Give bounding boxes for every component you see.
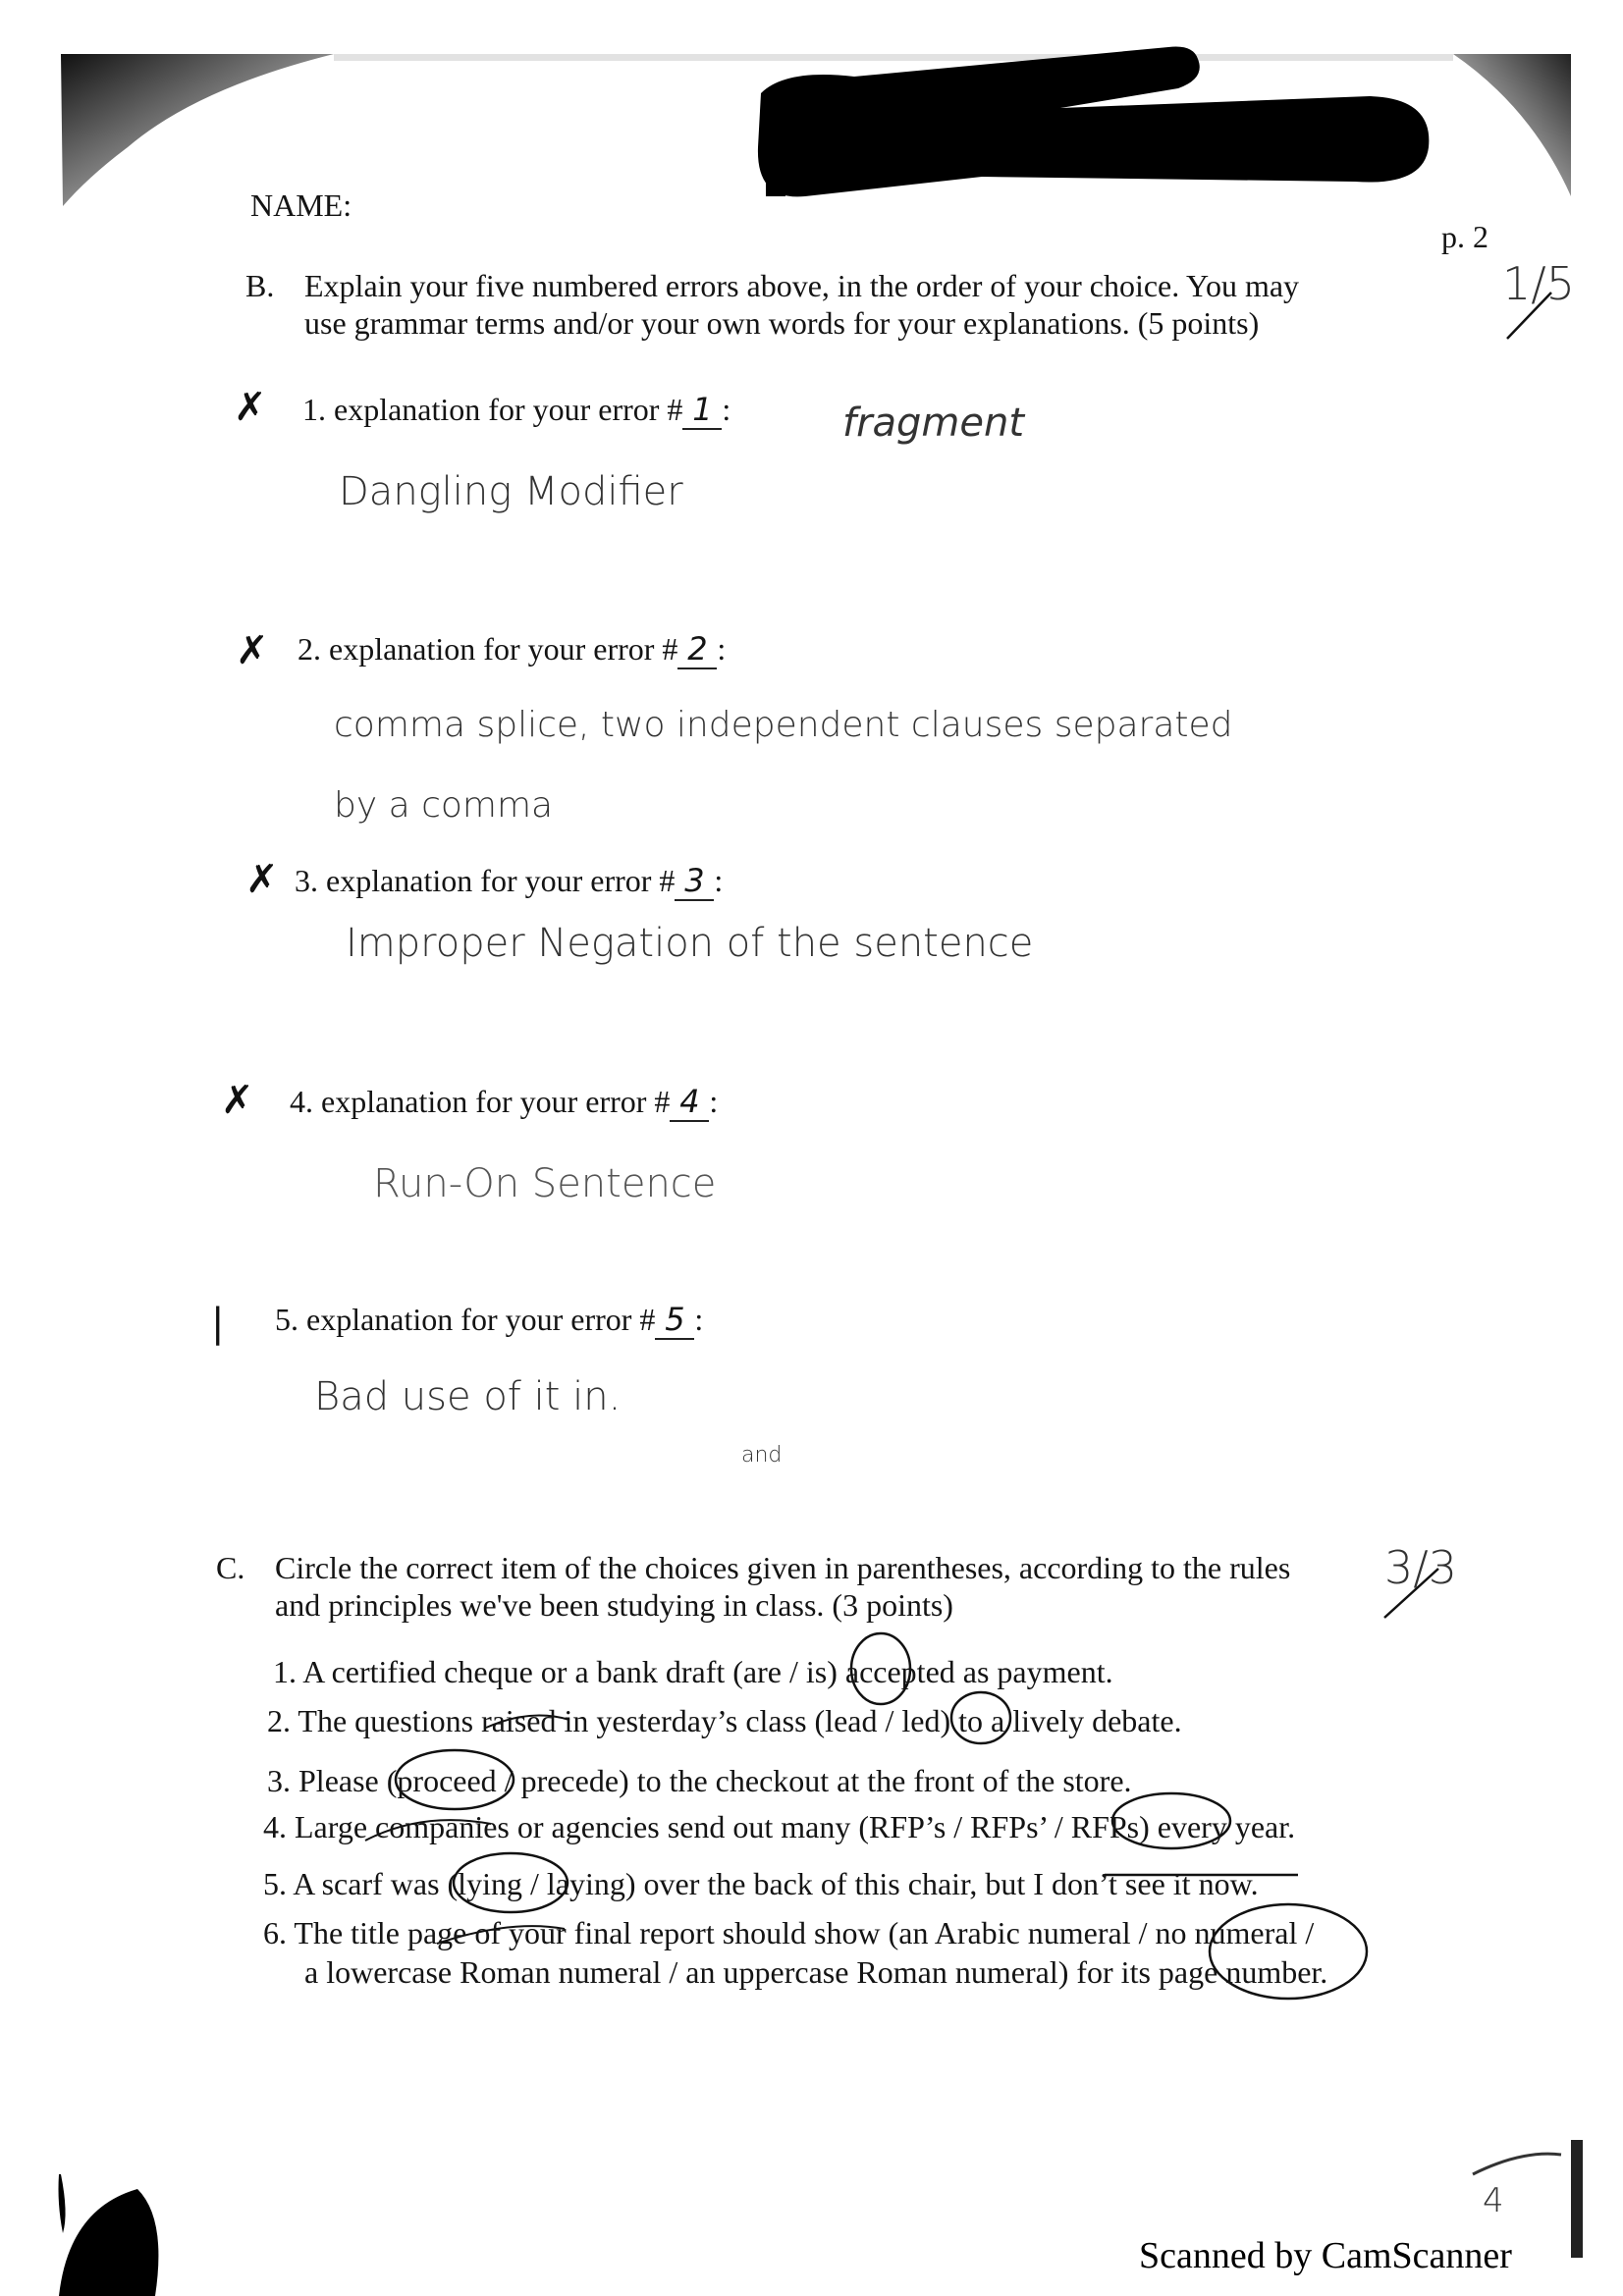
item-5-grade-mark: | [211,1301,225,1346]
item-1-label: 1. explanation for your error # 1 : [302,391,731,428]
scanner-watermark: Scanned by CamScanner [1139,2235,1512,2276]
item-2-grade-mark: ✗ [236,628,269,673]
c-item-6-line1: 6. The title page of your final report should show (an Arabic numeral / no numeral / [263,1915,1315,1950]
section-b-instructions-line1: Explain your five numbered errors above, in the order of your choice. You may [304,268,1300,303]
item-3-answer: Improper Negation of the sentence [346,921,1034,966]
item-2-error-number: 2 [677,630,717,669]
item-5-answer: Bad use of it in. [314,1374,622,1419]
page-number: p. 2 [1441,219,1488,254]
item-5-label: 5. explanation for your error # 5 : [275,1301,704,1338]
item-4-grade-mark: ✗ [221,1078,254,1123]
item-4-error-number: 4 [670,1083,709,1122]
section-b-instructions-line2: use grammar terms and/or your own words for your explanations. (5 points) [304,305,1260,341]
scan-shadow-left-edge [59,2174,66,2233]
corner-mark: 4 [1483,2181,1504,2220]
item-4-label: 4. explanation for your error # 4 : [290,1083,719,1120]
section-b-score: 1/5 [1502,257,1576,310]
item-2-answer-line2: by a comma [334,785,554,826]
section-c-instructions-line2: and principles we've been studying in class. (3 points) [275,1587,953,1623]
section-b-letter: B. [245,268,275,303]
c-item-4: 4. Large companies or agencies send out many (RFP’s / RFPs’ / RFPs) every year. [263,1809,1296,1844]
scan-shadow-top-right [1453,54,1571,196]
scan-shadow-bottom-right [1571,2140,1583,2258]
scan-shadow-top-mid [334,54,1453,61]
c-item-2: 2. The questions raised in yesterday’s class (lead / led) to a lively debate. [267,1703,1182,1738]
redaction-blot [758,47,1429,197]
item-5-error-number: 5 [655,1301,694,1340]
section-c-letter: C. [216,1550,245,1585]
corner-stroke [1473,2154,1561,2174]
scan-blot-bottom-left [59,2189,158,2296]
item-4-answer: Run-On Sentence [373,1161,717,1206]
item-3-grade-mark: ✗ [245,857,279,902]
item-1-grade-mark: ✗ [234,385,267,430]
c-item-5: 5. A scarf was (lying / laying) over the back of this chair, but I don’t see it now. [263,1866,1259,1901]
c-item-3: 3. Please (proceed / precede) to the checkout at the front of the store. [267,1763,1132,1798]
redaction-tail [766,157,785,196]
item-1-answer: Dangling Modifier [339,469,683,514]
c-item-1: 1. A certified cheque or a bank draft (are / is) accepted as payment. [273,1654,1113,1689]
item-1-margin-note: fragment [842,400,1025,446]
item-3-label: 3. explanation for your error # 3 : [295,862,724,899]
section-c-score: 3/3 [1384,1541,1458,1594]
scan-shadow-top-left [61,54,334,206]
item-5-note: and [741,1443,783,1468]
section-c-instructions-line1: Circle the correct item of the choices given in parentheses, according to the rules [275,1550,1291,1585]
name-label: NAME: [250,187,352,223]
item-1-error-number: 1 [682,391,722,430]
item-2-label: 2. explanation for your error # 2 : [298,630,727,667]
c-item-6-line2: a lowercase Roman numeral / an uppercase Roman numeral) for its page number. [304,1954,1328,1990]
item-2-answer-line1: comma splice, two independent clauses separated [334,705,1233,745]
item-3-error-number: 3 [675,862,714,901]
